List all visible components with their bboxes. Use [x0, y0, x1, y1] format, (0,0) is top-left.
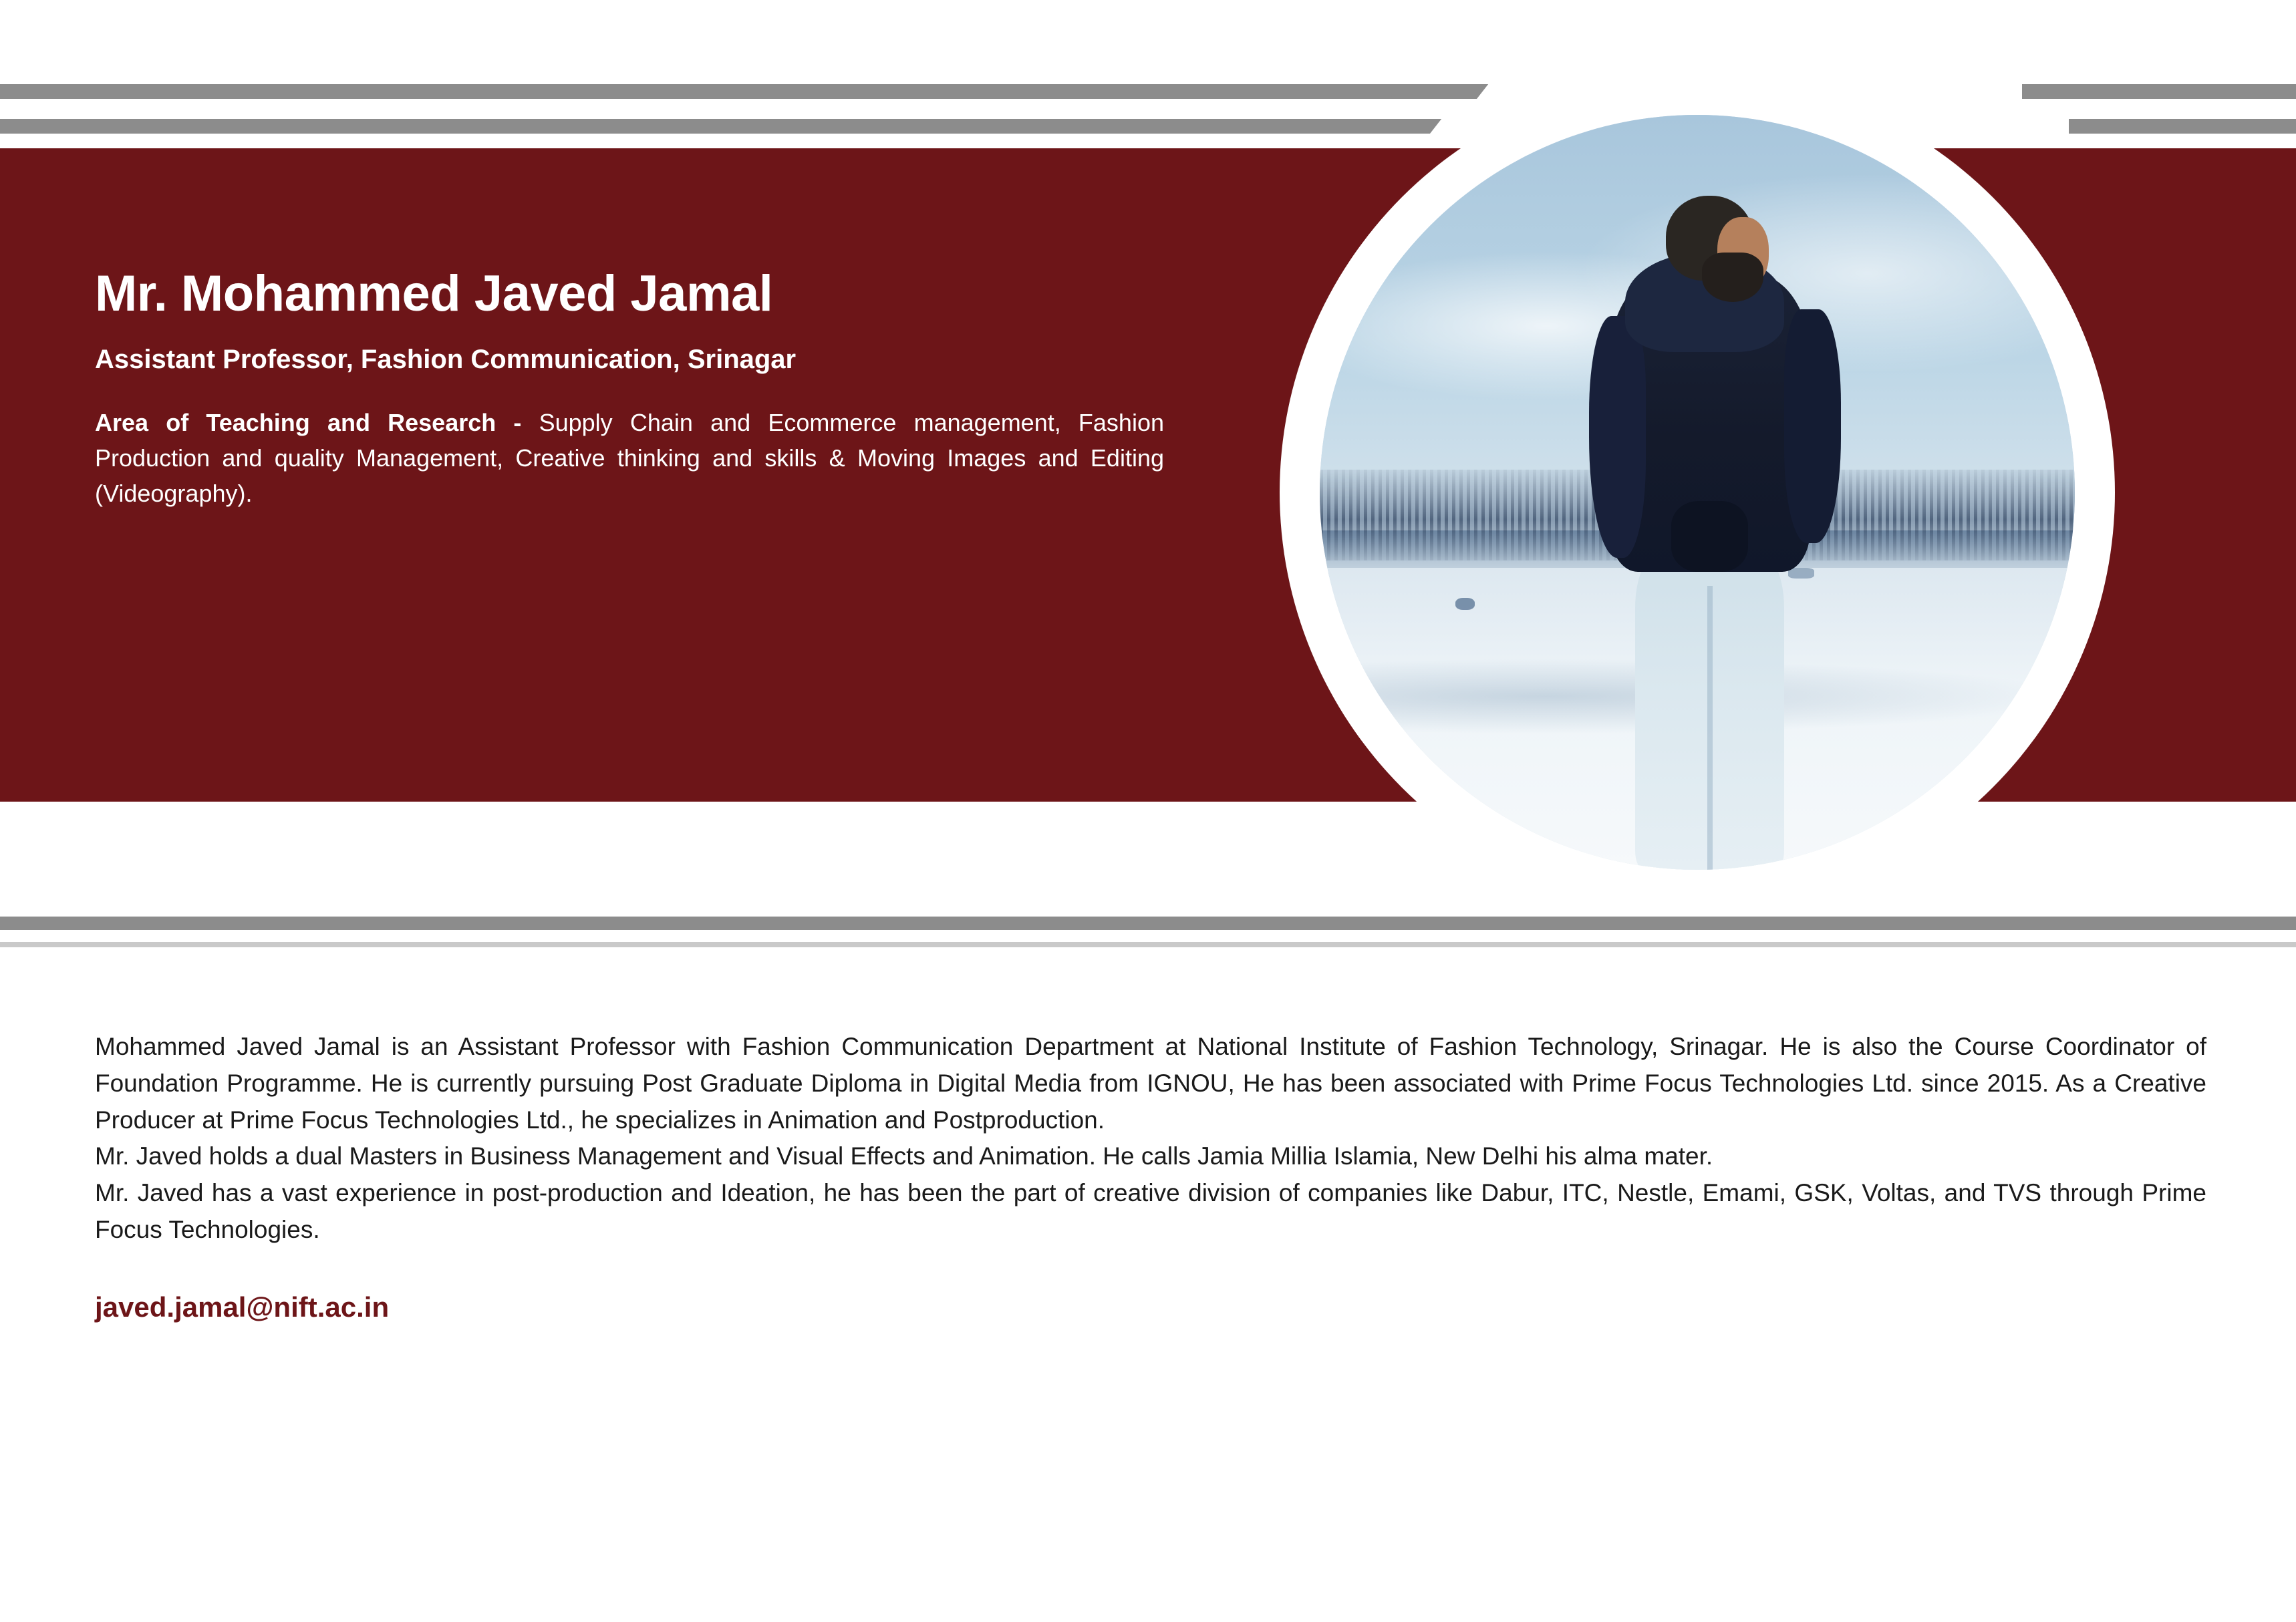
area-of-teaching-and-research	[95, 405, 1164, 512]
stripe-upper-left	[0, 84, 1437, 99]
person-title: Assistant Professor, Fashion Communication, Srinagar	[95, 344, 797, 374]
bio-paragraph-2: Mr. Javed holds a dual Masters in Business Management and Visual Effects and Animation. He calls Jamia Millia Islamia, New Delhi his alma mater.	[95, 1142, 1713, 1170]
bio-paragraph-3: Mr. Javed has a vast experience in post-production and Ideation, he has been the part of creative division of companies like Dabur, ITC, Nestle, Emami, GSK, Voltas, and TVS through Prime Focus Technologies.	[95, 1179, 2206, 1243]
photo-distant-object-left	[1455, 598, 1474, 610]
biography-block	[95, 1029, 2206, 1323]
stripe-lower-right	[2069, 119, 2296, 134]
person-name: Mr. Mohammed Javed Jamal	[95, 265, 773, 322]
stripe-lower-left	[0, 119, 1390, 134]
photo-person-leg-split	[1707, 586, 1713, 870]
area-text: Supply Chain and Ecommerce management, Fashion Production and quality Management, Creative thinking and skills & Moving Images and Editing (Videography).	[95, 408, 1164, 508]
divider-stripe-light	[0, 942, 2296, 947]
photo-person-gloves	[1671, 501, 1748, 572]
email-link[interactable]: javed.jamal@nift.ac.in	[95, 1291, 390, 1323]
stripe-upper-slant	[1390, 84, 1488, 99]
photo-person-figure	[1584, 160, 1841, 870]
divider-stripe-dark	[0, 917, 2296, 930]
header-text-block	[95, 267, 1164, 512]
profile-photo	[1320, 115, 2075, 870]
bio-paragraph-1: Mohammed Javed Jamal is an Assistant Professor with Fashion Communication Department at National Institute of Fashion Technology, Srinagar. He is also the Course Coordinator of Foundation Programme. He is currently pursuing Post Graduate Diploma in Digital Media from IGNOU, He has been associated with Prime Focus Technologies Ltd. since 2015. As a Creative Producer at Prime Focus Technologies Ltd., he specializes in Animation and Postproduction.	[95, 1033, 2206, 1134]
photo-person-beard	[1702, 253, 1763, 302]
photo-person-arm-right	[1784, 309, 1841, 544]
area-label: Area of Teaching and Research -	[95, 408, 539, 436]
stripe-upper-right	[2022, 84, 2296, 99]
photo-person-arm-left	[1589, 316, 1646, 557]
